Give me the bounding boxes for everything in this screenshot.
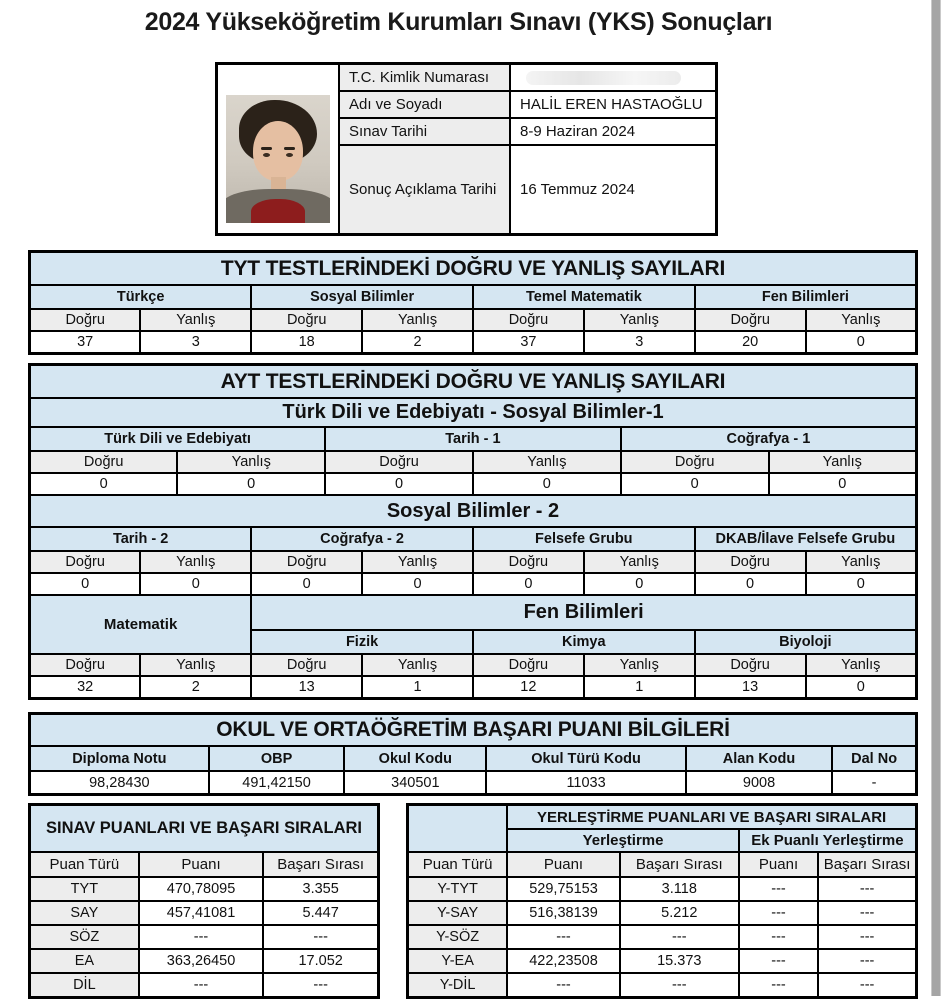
yanlis-label: Yanlış	[806, 551, 917, 573]
value-cell: 11033	[486, 771, 686, 795]
value-cell: 363,26450	[139, 949, 264, 973]
exam-date-value: 8-9 Haziran 2024	[510, 118, 717, 145]
table-row	[408, 805, 917, 830]
dogru-label: Doğru	[30, 654, 141, 676]
obp-header: OBP	[209, 746, 345, 771]
value-cell: ---	[739, 925, 818, 949]
table-row	[30, 654, 917, 676]
subject-header: Türkçe	[30, 285, 252, 309]
dogru-label: Doğru	[695, 309, 806, 331]
value-cell: 3	[140, 331, 251, 354]
table-row	[30, 398, 917, 427]
yanlis-label: Yanlış	[584, 551, 695, 573]
table-row	[30, 973, 379, 998]
tc-id-label: T.C. Kimlik Numarası	[339, 64, 510, 92]
table-row	[30, 451, 917, 473]
table-row	[30, 365, 917, 399]
value-cell: 0	[473, 573, 584, 595]
value-cell: 3	[584, 331, 695, 354]
scrollbar-track[interactable]	[931, 0, 941, 996]
table-row	[408, 973, 917, 998]
dogru-label: Doğru	[251, 654, 362, 676]
subject-header: DKAB/İlave Felsefe Grubu	[695, 527, 917, 551]
table-row	[30, 573, 917, 595]
value-cell: 32	[30, 676, 141, 699]
table-row	[30, 473, 917, 495]
value-cell: 0	[769, 473, 917, 495]
value-cell: 516,38139	[507, 901, 619, 925]
yanlis-label: Yanlış	[177, 451, 325, 473]
table-row	[30, 595, 917, 630]
table-row	[30, 714, 917, 747]
placement-top-left-cell	[408, 805, 508, 853]
table-row	[30, 495, 917, 527]
score-type-cell: Y-SÖZ	[408, 925, 508, 949]
value-cell: 13	[251, 676, 362, 699]
candidate-photo-cell	[217, 64, 340, 235]
value-cell: 470,78095	[139, 877, 264, 901]
basari-sirasi-header: Başarı Sırası	[263, 852, 378, 877]
placement-scores-table	[406, 803, 918, 999]
value-cell: 0	[584, 573, 695, 595]
value-cell: 0	[325, 473, 473, 495]
score-type-cell: SAY	[30, 901, 139, 925]
value-cell: 13	[695, 676, 806, 699]
value-cell: 0	[362, 573, 473, 595]
table-row	[30, 901, 379, 925]
dogru-label: Doğru	[30, 551, 141, 573]
value-cell: 0	[30, 573, 141, 595]
subject-header: Fen Bilimleri	[695, 285, 917, 309]
dogru-label: Doğru	[30, 309, 141, 331]
value-cell: ---	[818, 925, 916, 949]
value-cell: ---	[818, 973, 916, 998]
value-cell: ---	[739, 973, 818, 998]
photo-brow-shape	[261, 147, 272, 150]
photo-brow-shape	[284, 147, 295, 150]
value-cell: ---	[507, 925, 619, 949]
value-cell: ---	[507, 973, 619, 998]
value-cell: ---	[739, 877, 818, 901]
yanlis-label: Yanlış	[473, 451, 621, 473]
value-cell: 12	[473, 676, 584, 699]
value-cell: 5.447	[263, 901, 378, 925]
value-cell: ---	[818, 949, 916, 973]
value-cell: -	[832, 771, 916, 795]
value-cell: ---	[818, 901, 916, 925]
photo-shirt-shape	[251, 199, 305, 223]
placement-table-title: YERLEŞTİRME PUANLARI VE BAŞARI SIRALARI	[507, 805, 916, 830]
table-row	[30, 527, 917, 551]
value-cell: 491,42150	[209, 771, 345, 795]
dogru-label: Doğru	[473, 551, 584, 573]
table-row	[408, 901, 917, 925]
subject-header: Biyoloji	[695, 630, 917, 654]
value-cell: ---	[139, 973, 264, 998]
table-row	[30, 805, 379, 853]
page-title: 2024 Yükseköğretim Kurumları Sınavı (YKS) Sonuçları	[144, 8, 773, 36]
subject-header: Temel Matematik	[473, 285, 695, 309]
value-cell: 1	[362, 676, 473, 699]
ayt-table-title: AYT TESTLERİNDEKİ DOĞRU VE YANLIŞ SAYILARI	[30, 365, 917, 399]
table-row	[408, 852, 917, 877]
table-row	[217, 64, 717, 92]
exam-date-label: Sınav Tarihi	[339, 118, 510, 145]
dogru-label: Doğru	[251, 309, 362, 331]
table-row	[30, 252, 917, 286]
yanlis-label: Yanlış	[806, 654, 917, 676]
value-cell: 457,41081	[139, 901, 264, 925]
photo-eye-shape	[286, 153, 293, 157]
value-cell: ---	[263, 925, 378, 949]
table-row	[408, 949, 917, 973]
value-cell: ---	[263, 973, 378, 998]
yanlis-label: Yanlış	[806, 309, 917, 331]
ayt-results-table	[28, 363, 918, 700]
table-row	[30, 285, 917, 309]
value-cell: 0	[806, 676, 917, 699]
value-cell: 37	[473, 331, 584, 354]
table-row	[30, 746, 917, 771]
value-cell: 9008	[686, 771, 832, 795]
tyt-table-title: TYT TESTLERİNDEKİ DOĞRU VE YANLIŞ SAYILARI	[30, 252, 917, 286]
value-cell: 98,28430	[30, 771, 209, 795]
name-value: HALİL EREN HASTAOĞLU	[510, 91, 717, 118]
value-cell: 0	[251, 573, 362, 595]
ek-puanli-group-header: Ek Puanlı Yerleştirme	[739, 829, 917, 852]
score-type-cell: EA	[30, 949, 139, 973]
redacted-tc-number	[526, 71, 681, 85]
table-row	[408, 925, 917, 949]
value-cell: ---	[818, 877, 916, 901]
puan-turu-header: Puan Türü	[30, 852, 139, 877]
value-cell: 529,75153	[507, 877, 619, 901]
value-cell: 0	[177, 473, 325, 495]
value-cell: 20	[695, 331, 806, 354]
dogru-label: Doğru	[473, 654, 584, 676]
dogru-label: Doğru	[695, 654, 806, 676]
yanlis-label: Yanlış	[140, 551, 251, 573]
exam-scores-title: SINAV PUANLARI VE BAŞARI SIRALARI	[30, 805, 379, 853]
puani-header: Puanı	[139, 852, 264, 877]
score-type-cell: Y-EA	[408, 949, 508, 973]
yanlis-label: Yanlış	[769, 451, 917, 473]
school-table-title: OKUL VE ORTAÖĞRETİM BAŞARI PUANI BİLGİLERİ	[30, 714, 917, 747]
alan-kodu-header: Alan Kodu	[686, 746, 832, 771]
subject-header: Fizik	[251, 630, 473, 654]
table-row	[30, 925, 379, 949]
table-row	[30, 949, 379, 973]
score-type-cell: SÖZ	[30, 925, 139, 949]
value-cell: 340501	[344, 771, 486, 795]
table-row	[30, 852, 379, 877]
value-cell: 0	[806, 331, 917, 354]
yanlis-label: Yanlış	[362, 309, 473, 331]
value-cell: 0	[30, 473, 178, 495]
subject-header: Sosyal Bilimler	[251, 285, 473, 309]
fen-bilimleri-header: Fen Bilimleri	[251, 595, 916, 630]
value-cell: 5.212	[620, 901, 739, 925]
table-row	[30, 427, 917, 451]
value-cell: 2	[140, 676, 251, 699]
score-type-cell: Y-TYT	[408, 877, 508, 901]
value-cell: 0	[621, 473, 769, 495]
dogru-label: Doğru	[621, 451, 769, 473]
dogru-label: Doğru	[251, 551, 362, 573]
ayt-section2-title: Sosyal Bilimler - 2	[30, 495, 917, 527]
puani-header: Puanı	[739, 852, 818, 877]
subject-header: Tarih - 1	[325, 427, 621, 451]
value-cell: 17.052	[263, 949, 378, 973]
value-cell: 3.118	[620, 877, 739, 901]
dal-no-header: Dal No	[832, 746, 916, 771]
candidate-info-table	[215, 62, 718, 236]
name-label: Adı ve Soyadı	[339, 91, 510, 118]
value-cell: 422,23508	[507, 949, 619, 973]
table-row	[30, 331, 917, 354]
dogru-label: Doğru	[473, 309, 584, 331]
yanlis-label: Yanlış	[584, 309, 695, 331]
table-row	[30, 877, 379, 901]
subject-header: Tarih - 2	[30, 527, 252, 551]
table-row	[30, 676, 917, 699]
basari-sirasi-header: Başarı Sırası	[818, 852, 916, 877]
value-cell: 1	[584, 676, 695, 699]
tyt-results-table	[28, 250, 918, 355]
table-row	[30, 551, 917, 573]
value-cell: ---	[620, 973, 739, 998]
yanlis-label: Yanlış	[362, 654, 473, 676]
score-type-cell: Y-DİL	[408, 973, 508, 998]
tc-id-value	[510, 64, 717, 92]
table-row	[30, 309, 917, 331]
matematik-header: Matematik	[30, 595, 252, 654]
school-obp-table	[28, 712, 918, 796]
okul-kodu-header: Okul Kodu	[344, 746, 486, 771]
value-cell: 18	[251, 331, 362, 354]
okul-turu-kodu-header: Okul Türü Kodu	[486, 746, 686, 771]
subject-header: Coğrafya - 1	[621, 427, 917, 451]
value-cell: 0	[806, 573, 917, 595]
value-cell: ---	[139, 925, 264, 949]
value-cell: ---	[739, 901, 818, 925]
basari-sirasi-header: Başarı Sırası	[620, 852, 739, 877]
result-date-label: Sonuç Açıklama Tarihi	[339, 145, 510, 235]
exam-scores-table	[28, 803, 380, 999]
score-type-cell: TYT	[30, 877, 139, 901]
photo-face-shape	[253, 121, 303, 181]
subject-header: Felsefe Grubu	[473, 527, 695, 551]
value-cell: 37	[30, 331, 141, 354]
value-cell: 15.373	[620, 949, 739, 973]
dogru-label: Doğru	[325, 451, 473, 473]
scrollbar-thumb[interactable]	[932, 0, 940, 996]
score-type-cell: DİL	[30, 973, 139, 998]
yanlis-label: Yanlış	[584, 654, 695, 676]
subject-header: Türk Dili ve Edebiyatı	[30, 427, 326, 451]
value-cell: 2	[362, 331, 473, 354]
dogru-label: Doğru	[695, 551, 806, 573]
dogru-label: Doğru	[30, 451, 178, 473]
yerlestirme-group-header: Yerleştirme	[507, 829, 739, 852]
value-cell: ---	[620, 925, 739, 949]
value-cell: 0	[695, 573, 806, 595]
subject-header: Coğrafya - 2	[251, 527, 473, 551]
table-row	[30, 771, 917, 795]
value-cell: 0	[140, 573, 251, 595]
value-cell: 0	[473, 473, 621, 495]
diploma-notu-header: Diploma Notu	[30, 746, 209, 771]
value-cell: 3.355	[263, 877, 378, 901]
student-photo	[226, 95, 330, 223]
puan-turu-header: Puan Türü	[408, 852, 508, 877]
score-type-cell: Y-SAY	[408, 901, 508, 925]
yanlis-label: Yanlış	[362, 551, 473, 573]
table-row	[408, 877, 917, 901]
subject-header: Kimya	[473, 630, 695, 654]
value-cell: ---	[739, 949, 818, 973]
ayt-section1-title: Türk Dili ve Edebiyatı - Sosyal Bilimler-1	[30, 398, 917, 427]
photo-eye-shape	[263, 153, 270, 157]
yanlis-label: Yanlış	[140, 654, 251, 676]
result-date-value: 16 Temmuz 2024	[510, 145, 717, 235]
puani-header: Puanı	[507, 852, 619, 877]
yanlis-label: Yanlış	[140, 309, 251, 331]
